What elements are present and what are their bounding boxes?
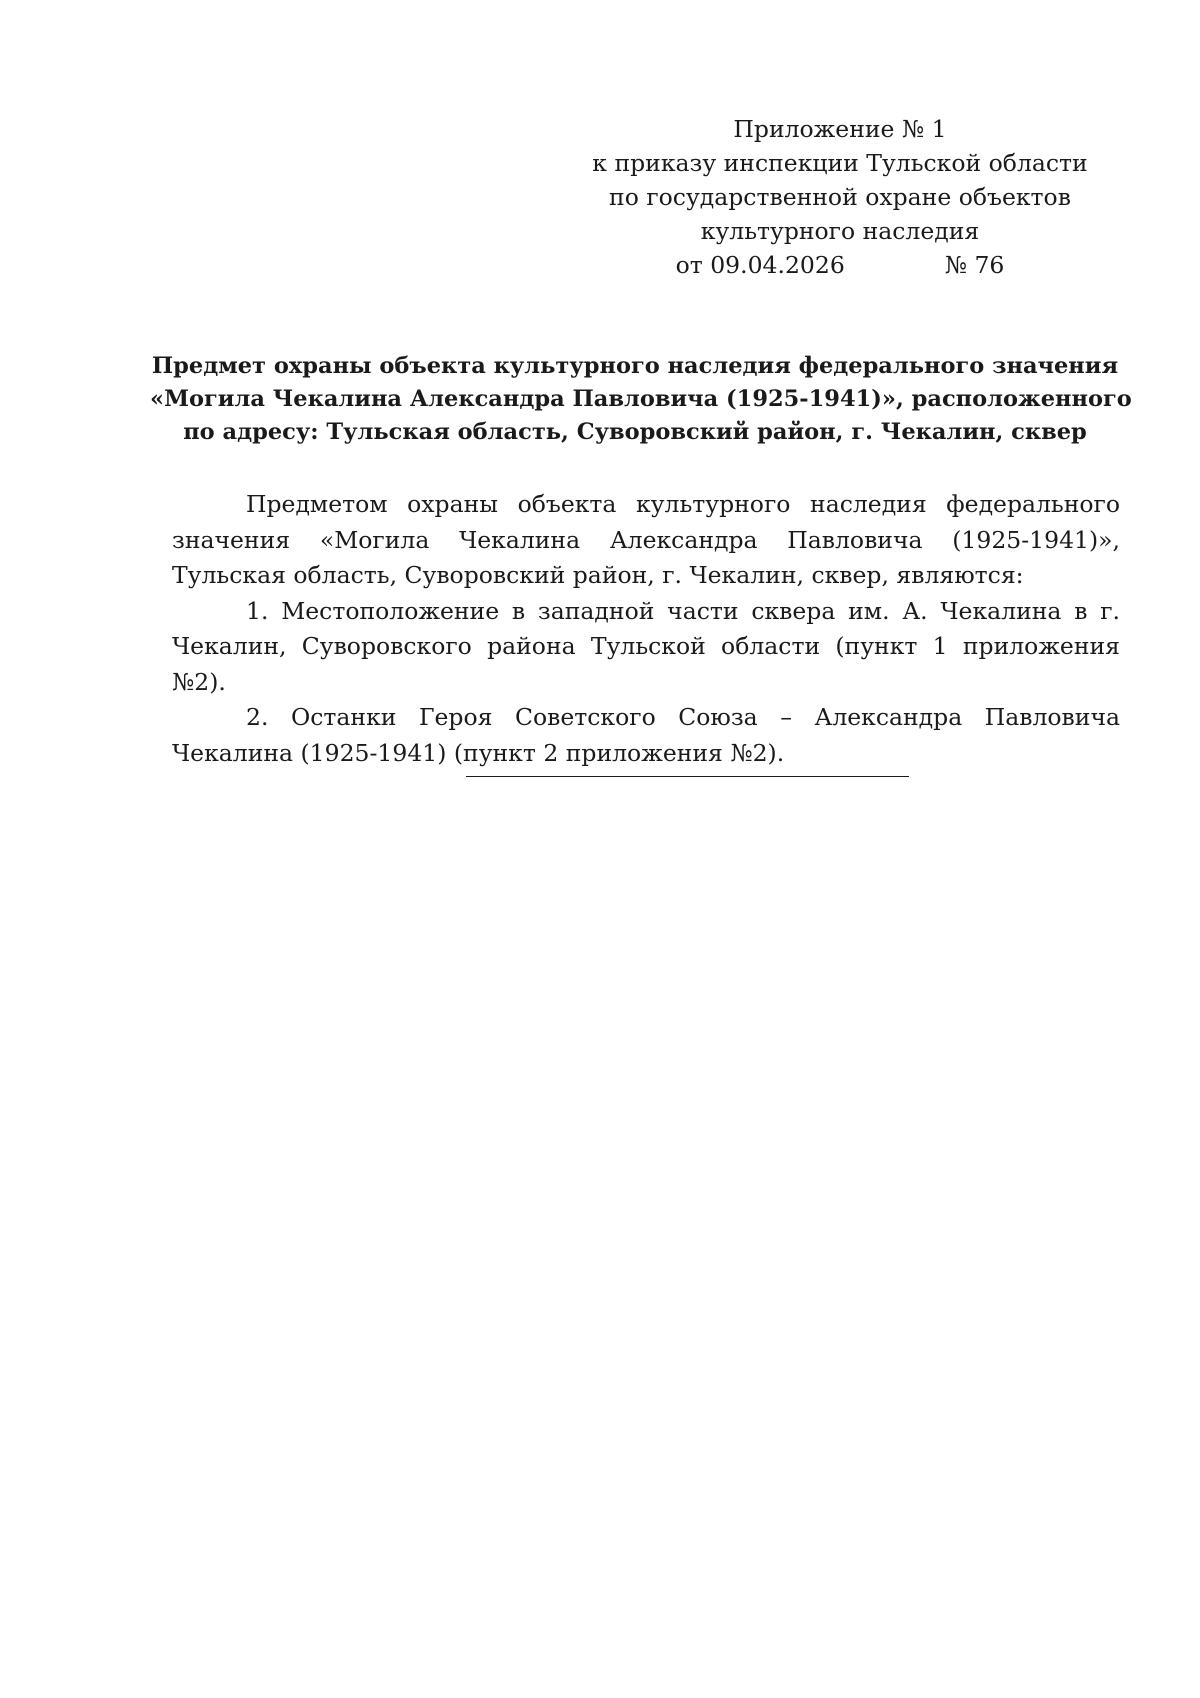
appendix-issuer-line-end: культурного наследия (700, 217, 980, 245)
appendix-number: Приложение № 1 (733, 115, 947, 143)
intro-paragraph: Предметом охраны объекта культурного наследия федерального значения «Могила Чекалина Александра Павловича (1925-1941)», Тульская область, Суворовский район, г. Чекалин, сквер, являются: (172, 490, 1120, 589)
item-remains: 2. Останки Героя Советского Союза – Александра Павловича Чекалина (1925-1941) (пункт 2 приложения №2). (172, 703, 1120, 767)
appendix-header (590, 112, 1090, 282)
document-title (150, 350, 1132, 449)
item-location: 1. Местоположение в западной части сквера им. А. Чекалина в г. Чекалин, Суворовского района Тульской области (пункт 1 приложения №2). (172, 596, 1120, 696)
title-line-1: Предмет охраны объекта культурного наследия федерального значения (151, 353, 1119, 379)
appendix-date-row (590, 248, 1090, 282)
appendix-order-reference: к приказу инспекции Тульской области (592, 149, 1088, 177)
order-number: № 76 (944, 251, 1005, 279)
end-separator-line (466, 776, 909, 777)
title-line-3: по адресу: Тульская область, Суворовский район, г. Чекалин, сквер (183, 419, 1087, 445)
appendix-issuer-line: по государственной охране объектов (609, 183, 1071, 211)
order-date: от 09.04.2026 (675, 251, 845, 279)
title-line-2: «Могила Чекалина Александра Павловича (1925-1941)», расположенного (150, 386, 1132, 412)
document-body (172, 487, 1120, 771)
